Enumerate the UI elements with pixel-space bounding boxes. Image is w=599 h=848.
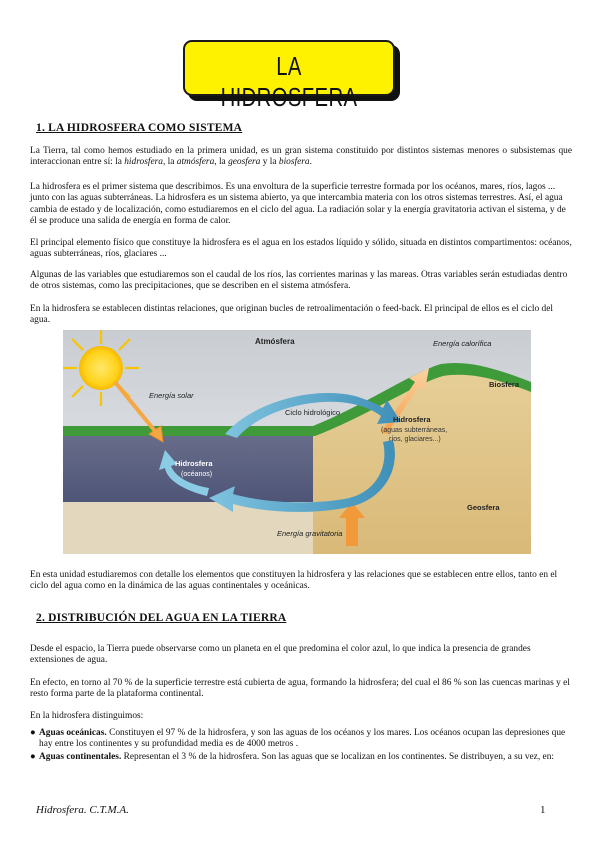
section-2-paragraph-1: Desde el espacio, la Tierra puede observarse como un planeta en el que predomina el color azul, lo que indica la presencia de grandes extensiones de agua. xyxy=(30,644,531,666)
section-1-heading: 1. LA HIDROSFERA COMO SISTEMA xyxy=(36,122,243,134)
p1-term-hidrosfera: hidrosfera xyxy=(124,157,163,168)
p1-end: . xyxy=(309,157,312,168)
section-2-paragraph-3: En la hidrosfera distinguimos: xyxy=(30,711,144,721)
paragraph-3: El principal elemento físico que constituye la hidrosfera es el agua en los estados líquido y sólido, situada en distintos compartimentos: océanos, aguas subterráneas, ríos, glaciares ... xyxy=(30,238,572,260)
paragraph-1 xyxy=(30,146,572,169)
label-ciclo-hidrologico: Ciclo hidrológico xyxy=(285,408,341,417)
title-box xyxy=(183,40,395,112)
label-hidrosfera-continental: Hidrosfera xyxy=(393,415,431,424)
bullet-body-oceanicas: Constituyen el 97 % de la hidrosfera, y son las aguas de los océanos y los mares. Los océanos ocupan las depresiones que hay entre los continentes y su profundidad media es de 4000 metros . xyxy=(39,728,566,750)
paragraph-4: Algunas de las variables que estudiaremos son el caudal de los ríos, las corrientes marinas y las mareas. Otras variables serán estudiadas dentro de otros sistemas, como las precipitaciones, que se describen en el sistema atmósfera. xyxy=(30,270,568,292)
bullet-text xyxy=(39,728,572,751)
page-number: 1 xyxy=(540,804,546,816)
label-energia-gravitatoria: Energía gravitatoria xyxy=(277,529,343,538)
paragraph-5: En la hidrosfera se establecen distintas relaciones, que originan bucles de retroalimentación o feed-back. El principal de ellos es el ciclo del agua. xyxy=(30,304,553,326)
page-title: LA HIDROSFERA xyxy=(220,51,358,112)
paragraph-6: En esta unidad estudiaremos con detalle los elementos que constituyen la hidrosfera y las relaciones que se establecen entre ellos, tanto en el ciclo del agua como en la dinámica de las aguas continentales y oceánicas. xyxy=(30,570,558,592)
label-aguas-subterraneas: (aguas subterráneas, xyxy=(381,427,448,434)
label-hidrosfera-oceanos: Hidrosfera xyxy=(175,459,213,468)
p1-sep-1: , la xyxy=(162,157,177,168)
section-2-paragraph-2: En efecto, en torno al 70 % de la superficie terrestre está cubierta de agua, formando la hidrosfera; del cual el 86 % son las cuencas marinas y el resto forma parte de la plataforma continental. xyxy=(30,678,570,700)
label-energia-solar: Energía solar xyxy=(149,391,194,400)
label-atmosfera: Atmósfera xyxy=(255,337,295,346)
label-rios-glaciares: ríos, glaciares...) xyxy=(389,436,441,443)
p1-term-biosfera: biosfera xyxy=(278,157,310,168)
bullet-text xyxy=(39,752,572,763)
label-biosfera: Biosfera xyxy=(489,380,520,389)
water-cycle-figure xyxy=(63,330,531,554)
label-energia-calorifica: Energía calorífica xyxy=(433,339,492,348)
p1-term-atmosfera: atmósfera xyxy=(176,157,215,168)
bullet-title-oceanicas: Aguas oceánicas. xyxy=(39,728,107,738)
bullet-dot: ● xyxy=(30,728,36,738)
paragraph-2: La hidrosfera es el primer sistema que describimos. Es una envoltura de la superficie terrestre formada por los océanos, mares, ríos, lagos ... junto con las aguas subterráneas. La hidrosfera es un sistema abierto, ya que intercambia materia con los otros sistemas terrestres. Así, el agua cambia de estado y de localización, como estudiaremos en el ciclo del agua. La radiación solar y la energía gravitatoria activan el sistema, y de él se produce una salida de energía en forma de calor. xyxy=(30,182,566,227)
p1-sep-2: , la xyxy=(214,157,229,168)
label-oceanos: (océanos) xyxy=(181,471,213,478)
bullet-body-continentales: Representan el 3 % de la hidrosfera. Son las aguas que se localizan en los continentes. Se distribuyen, a su vez, en: xyxy=(121,752,554,762)
p1-sep-3: y la xyxy=(260,157,279,168)
p1-term-geosfera: geosfera xyxy=(228,157,261,168)
p1-text-a: La Tierra, tal como hemos estudiado en la primera unidad, es un gran sistema constituido por distintos sistemas menores o subsistemas que interaccionan entre sí: la xyxy=(30,146,572,168)
footer-label: Hidrosfera. C.T.M.A. xyxy=(36,804,129,816)
bullet-title-continentales: Aguas continentales. xyxy=(39,752,122,762)
section-2-heading: 2. DISTRIBUCIÓN DEL AGUA EN LA TIERRA xyxy=(36,612,287,624)
label-geosfera: Geosfera xyxy=(467,503,500,512)
bullet-dot: ● xyxy=(30,752,36,762)
